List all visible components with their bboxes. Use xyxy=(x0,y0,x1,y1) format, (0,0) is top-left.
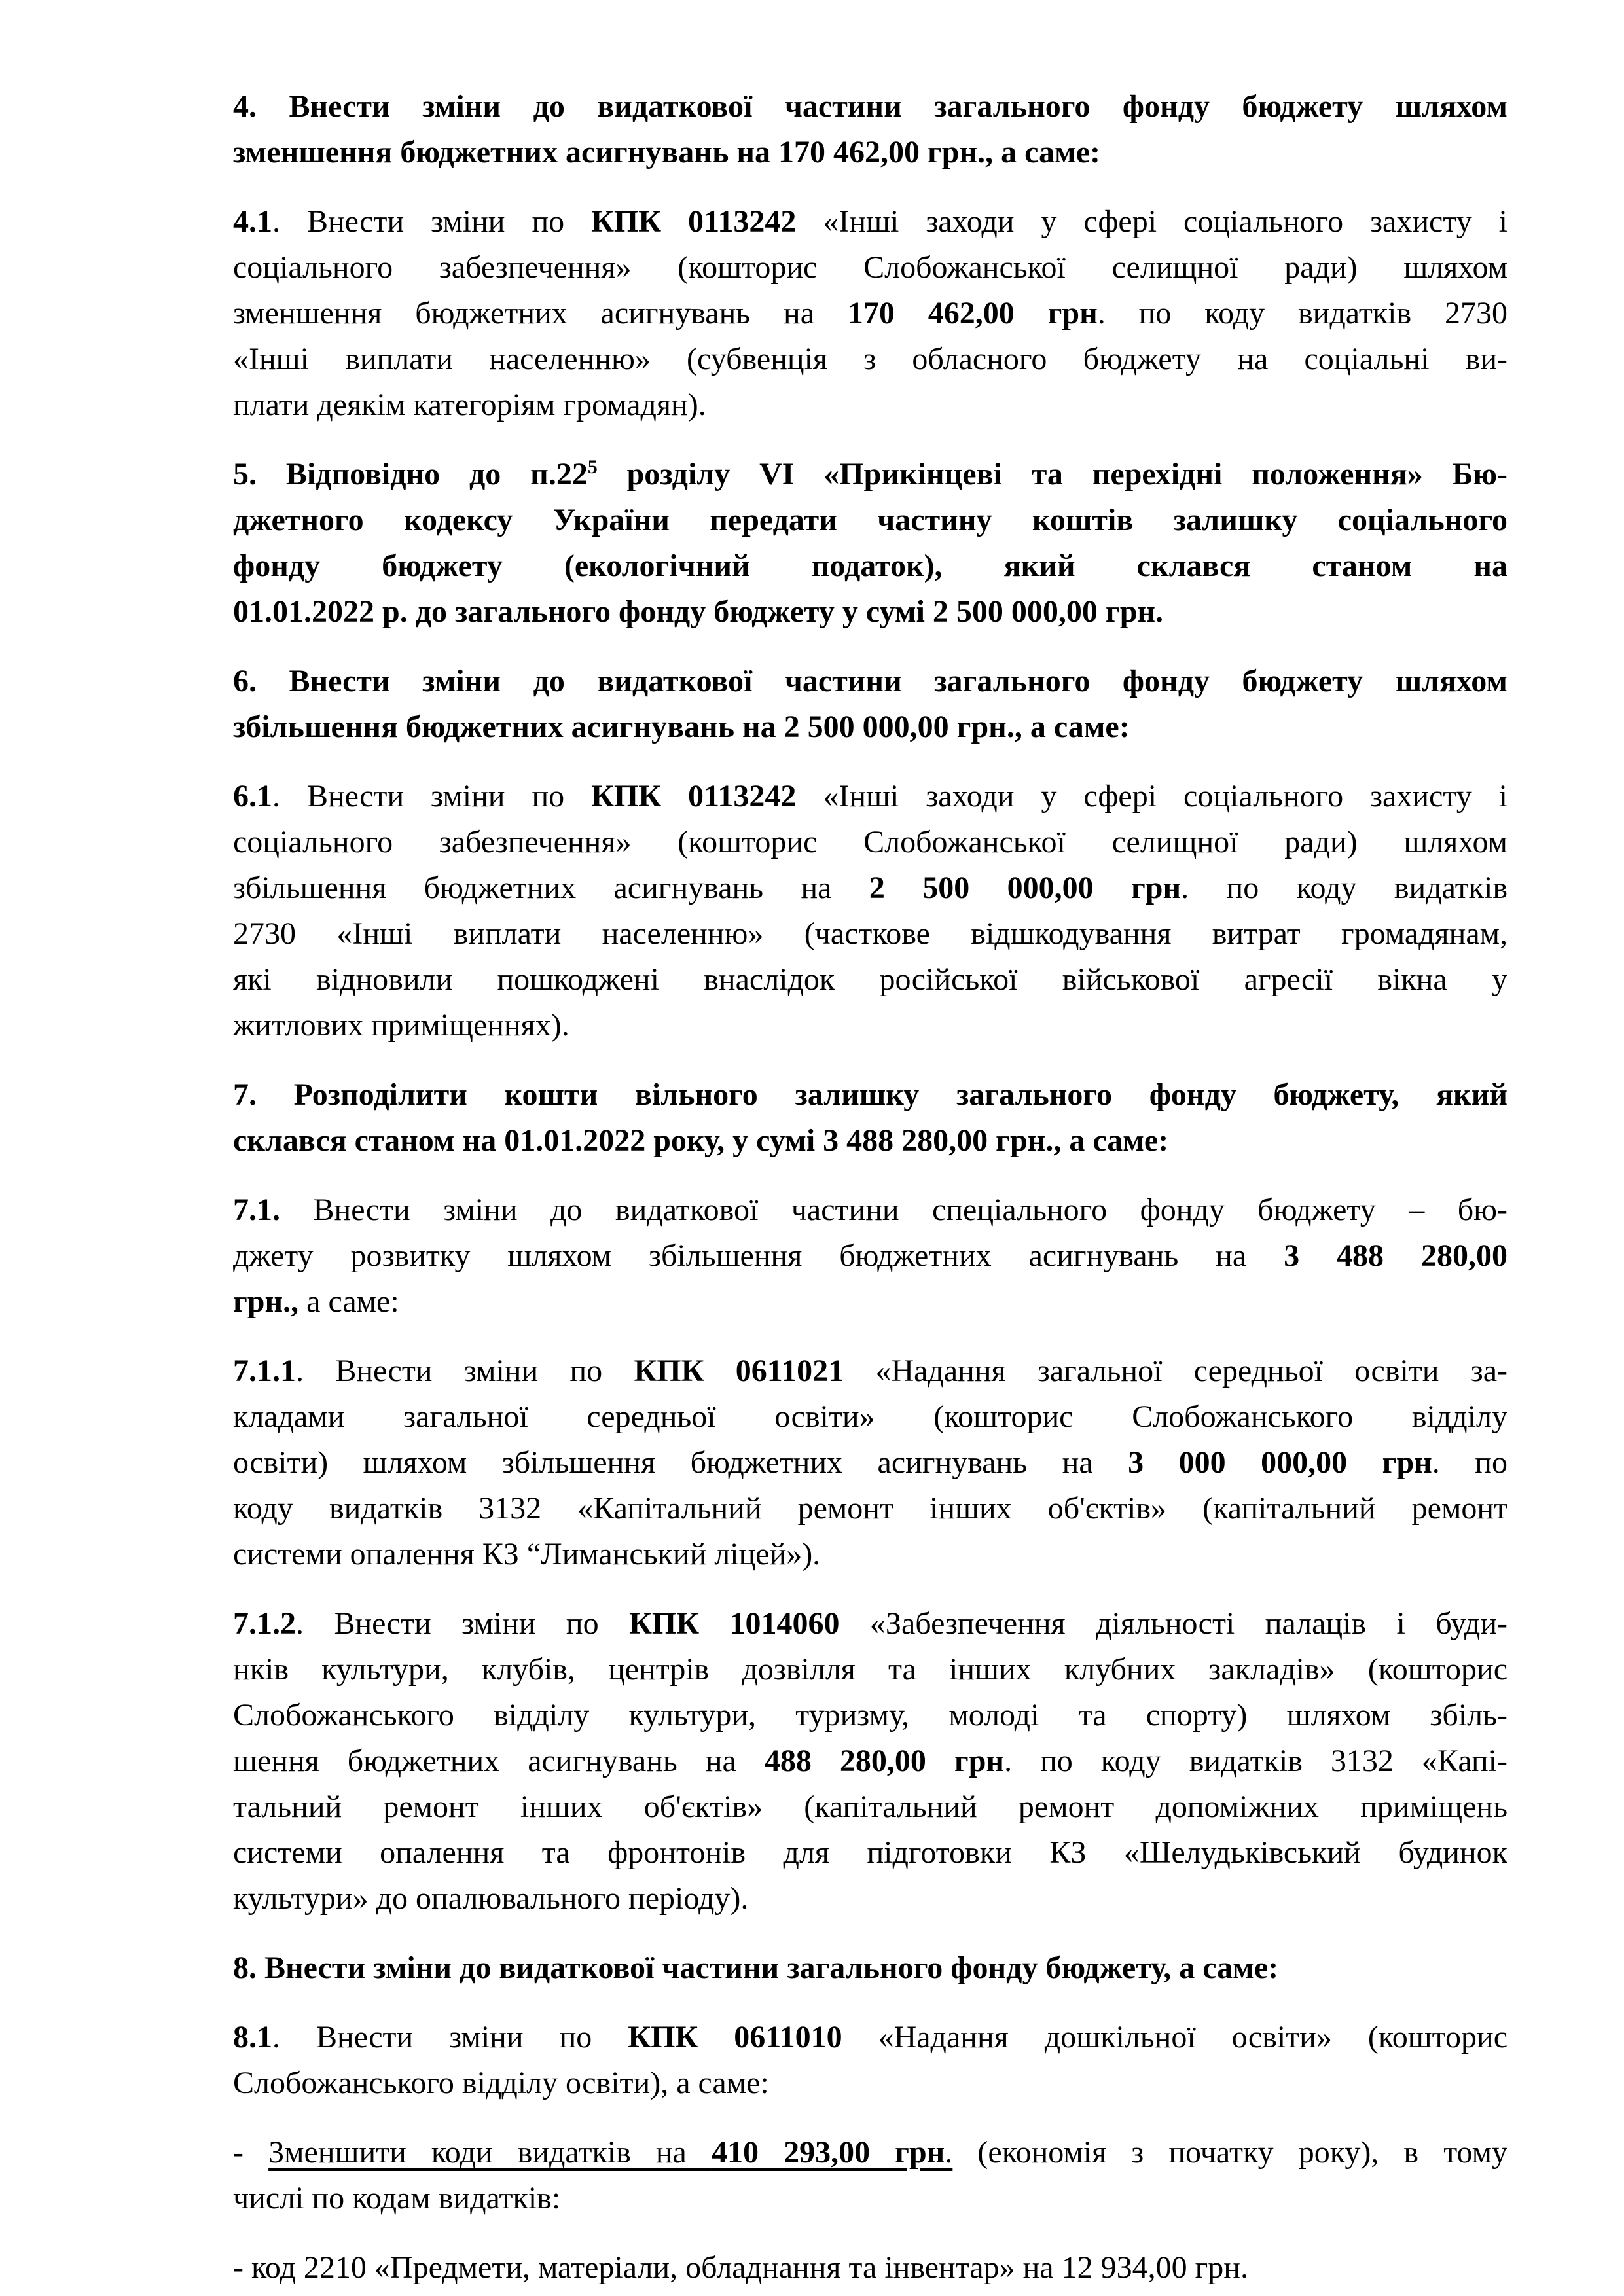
text-segment: 01.01.2022 р. до загального фонду бюджету у сумі 2 500 000,00 грн. xyxy=(233,594,1164,629)
para-8 xyxy=(233,1945,1507,1991)
text-line xyxy=(233,589,1507,635)
text-segment: . xyxy=(945,2135,953,2170)
text-line xyxy=(233,1279,1507,1325)
text-segment: «Надання дошкільної освіти» (кошторис xyxy=(842,2020,1507,2054)
text-line xyxy=(233,1440,1507,1486)
text-line xyxy=(233,382,1507,428)
text-segment: «Інші заходи у сфері соціального захисту і xyxy=(796,204,1508,239)
text-segment: . по xyxy=(1432,1445,1507,1480)
text-segment: 5 xyxy=(587,456,598,478)
text-segment: 8.1 xyxy=(233,2020,272,2054)
text-line xyxy=(233,911,1507,957)
text-segment: фонду бюджету (екологічний податок), який склався станом на xyxy=(233,548,1507,583)
text-segment: - код 2210 «Предмети, матеріали, обладнання та інвентар» на 12 934,00 грн. xyxy=(233,2250,1248,2285)
text-segment: 7.1.1 xyxy=(233,1354,296,1388)
text-segment: . по коду видатків 3132 «Капі- xyxy=(1004,1744,1507,1778)
text-segment: джету розвитку шляхом збільшення бюджетних асигнувань на xyxy=(233,1238,1284,1273)
text-segment: збільшення бюджетних асигнувань на 2 500 000,00 грн., а саме: xyxy=(233,709,1130,744)
text-segment: (економія з початку року), в тому xyxy=(952,2135,1507,2170)
text-line xyxy=(233,1647,1507,1693)
text-line xyxy=(233,2060,1507,2106)
text-segment: зменшення бюджетних асигнувань на xyxy=(233,296,848,331)
text-line xyxy=(233,957,1507,1003)
text-line xyxy=(233,291,1507,336)
text-segment: 4. Внести зміни до видаткової частини загального фонду бюджету шляхом xyxy=(233,89,1507,124)
text-segment: . Внести зміни по xyxy=(296,1606,630,1641)
text-line xyxy=(233,1233,1507,1279)
text-line xyxy=(233,1693,1507,1738)
text-segment: 2 500 000,00 грн xyxy=(869,870,1182,905)
text-segment: які відновили пошкоджені внаслідок російської військової агресії вікна у xyxy=(233,962,1507,997)
text-segment: КПК 0611010 xyxy=(628,2020,842,2054)
text-line xyxy=(233,2015,1507,2060)
text-segment: системи опалення КЗ “Лиманський ліцей»). xyxy=(233,1537,821,1571)
text-segment: розділу VI «Прикінцеві та перехідні положення» Бю- xyxy=(597,457,1508,492)
para-7-1-1 xyxy=(233,1348,1507,1577)
text-line xyxy=(233,2176,1507,2221)
text-segment: 7.1. xyxy=(233,1193,280,1227)
text-segment: освіти) шляхом збільшення бюджетних асигнувань на xyxy=(233,1445,1128,1480)
text-segment: склався станом на 01.01.2022 року, у сумі 3 488 280,00 грн., а саме: xyxy=(233,1123,1169,1158)
text-line xyxy=(233,336,1507,382)
para-6-1 xyxy=(233,774,1507,1049)
text-line xyxy=(233,1830,1507,1876)
text-segment: 4.1 xyxy=(233,204,272,239)
text-line xyxy=(233,1072,1507,1118)
text-segment: . по коду видатків xyxy=(1181,870,1508,905)
text-segment: «Надання загальної середньої освіти за- xyxy=(844,1354,1508,1388)
text-segment: 488 280,00 грн xyxy=(764,1744,1005,1778)
text-segment: 6.1 xyxy=(233,779,272,814)
text-segment: соціального забезпечення» (кошторис Слобожанської селищної ради) шляхом xyxy=(233,250,1507,285)
text-segment: . Внести зміни по xyxy=(272,779,592,814)
text-segment: «Інші заходи у сфері соціального захисту і xyxy=(796,779,1508,814)
text-line xyxy=(233,704,1507,750)
text-line xyxy=(233,1876,1507,1922)
para-8-1 xyxy=(233,2015,1507,2106)
text-segment: КПК 0611021 xyxy=(634,1354,844,1388)
text-segment: «Забезпечення діяльності палаців і буди- xyxy=(839,1606,1507,1641)
text-segment: 7.1.2 xyxy=(233,1606,296,1641)
text-segment: нків культури, клубів, центрів дозвілля та інших клубних закладів» (кошторис xyxy=(233,1652,1507,1687)
para-7-1-2 xyxy=(233,1601,1507,1922)
text-line xyxy=(233,1486,1507,1532)
text-segment: джетного кодексу України передати частину коштів залишку соціального xyxy=(233,503,1507,537)
text-segment: кладами загальної середньої освіти» (кошторис Слобожанського відділу xyxy=(233,1399,1507,1434)
text-segment: . Внести зміни по xyxy=(272,204,592,239)
text-segment: 170 462,00 грн xyxy=(847,296,1098,331)
text-line xyxy=(233,2130,1507,2176)
text-line xyxy=(233,774,1507,819)
text-segment: коду видатків 3132 «Капітальний ремонт інших об'єктів» (капітальний ремонт xyxy=(233,1491,1507,1526)
text-segment: 5. Відповідно до п.22 xyxy=(233,457,588,492)
para-4-1 xyxy=(233,199,1507,428)
text-segment: а саме: xyxy=(298,1284,399,1319)
text-line xyxy=(233,2245,1507,2291)
text-line xyxy=(233,84,1507,130)
text-line xyxy=(233,1187,1507,1233)
text-segment: зменшення бюджетних асигнувань на 170 462,00 грн., а саме: xyxy=(233,135,1101,170)
text-line xyxy=(233,543,1507,589)
text-line xyxy=(233,1394,1507,1440)
text-segment: Слобожанського відділу освіти), а саме: xyxy=(233,2066,769,2100)
text-segment: Зменшити коди видатків на xyxy=(268,2135,712,2170)
text-segment: системи опалення та фронтонів для підготовки КЗ «Шелудьківський будинок xyxy=(233,1835,1507,1870)
text-segment: Слобожанського відділу культури, туризму, молоді та спорту) шляхом збіль- xyxy=(233,1698,1507,1732)
text-segment: 410 293,00 грн xyxy=(711,2135,945,2170)
text-segment: 3 488 280,00 xyxy=(1284,1238,1508,1273)
text-segment: . Внести зміни по xyxy=(272,2020,628,2054)
text-line xyxy=(233,1118,1507,1164)
text-line xyxy=(233,1738,1507,1784)
text-segment: КПК 0113242 xyxy=(591,779,797,814)
para-5 xyxy=(233,452,1507,635)
text-segment: 6. Внести зміни до видаткової частини загального фонду бюджету шляхом xyxy=(233,664,1507,698)
text-segment: . по коду видатків 2730 xyxy=(1097,296,1507,331)
para-7 xyxy=(233,1072,1507,1164)
para-6 xyxy=(233,658,1507,750)
text-line xyxy=(233,1601,1507,1647)
text-segment: культури» до опалювального періоду). xyxy=(233,1881,749,1916)
item-code-2210 xyxy=(233,2245,1507,2291)
para-7-1 xyxy=(233,1187,1507,1325)
text-segment: 8. Внести зміни до видаткової частини загального фонду бюджету, а саме: xyxy=(233,1950,1279,1985)
text-segment: числі по кодам видатків: xyxy=(233,2181,561,2215)
text-segment: «Інші виплати населенню» (субвенція з обласного бюджету на соціальні ви- xyxy=(233,342,1507,376)
text-line xyxy=(233,497,1507,543)
text-segment: - xyxy=(233,2135,269,2170)
text-segment: тальний ремонт інших об'єктів» (капітальний ремонт допоміжних приміщень xyxy=(233,1789,1507,1824)
text-segment: КПК 1014060 xyxy=(629,1606,840,1641)
item-decrease-codes xyxy=(233,2130,1507,2221)
text-segment: 2730 «Інші виплати населенню» (часткове відшкодування витрат громадянам, xyxy=(233,916,1507,951)
text-segment: житлових приміщеннях). xyxy=(233,1008,569,1043)
text-segment: збільшення бюджетних асигнувань на xyxy=(233,870,869,905)
text-line xyxy=(233,1003,1507,1049)
text-segment: Внести зміни до видаткової частини спеціального фонду бюджету – бю- xyxy=(280,1193,1507,1227)
text-line xyxy=(233,130,1507,175)
text-line xyxy=(233,1532,1507,1577)
text-line xyxy=(233,658,1507,704)
text-line xyxy=(233,865,1507,911)
text-segment: соціального забезпечення» (кошторис Слобожанської селищної ради) шляхом xyxy=(233,825,1507,859)
text-segment: плати деякім категоріям громадян). xyxy=(233,387,706,422)
text-line xyxy=(233,245,1507,291)
text-segment: грн., xyxy=(233,1284,299,1319)
text-segment: шення бюджетних асигнувань на xyxy=(233,1744,765,1778)
text-line xyxy=(233,452,1507,497)
text-line xyxy=(233,1348,1507,1394)
text-segment: 3 000 000,00 грн xyxy=(1128,1445,1432,1480)
para-4 xyxy=(233,84,1507,175)
text-line xyxy=(233,199,1507,245)
text-segment: 7. Розподілити кошти вільного залишку загального фонду бюджету, який xyxy=(233,1077,1507,1112)
text-line xyxy=(233,1784,1507,1830)
text-segment: . Внести зміни по xyxy=(296,1354,634,1388)
text-segment: КПК 0113242 xyxy=(591,204,797,239)
text-line xyxy=(233,1945,1507,1991)
text-line xyxy=(233,819,1507,865)
